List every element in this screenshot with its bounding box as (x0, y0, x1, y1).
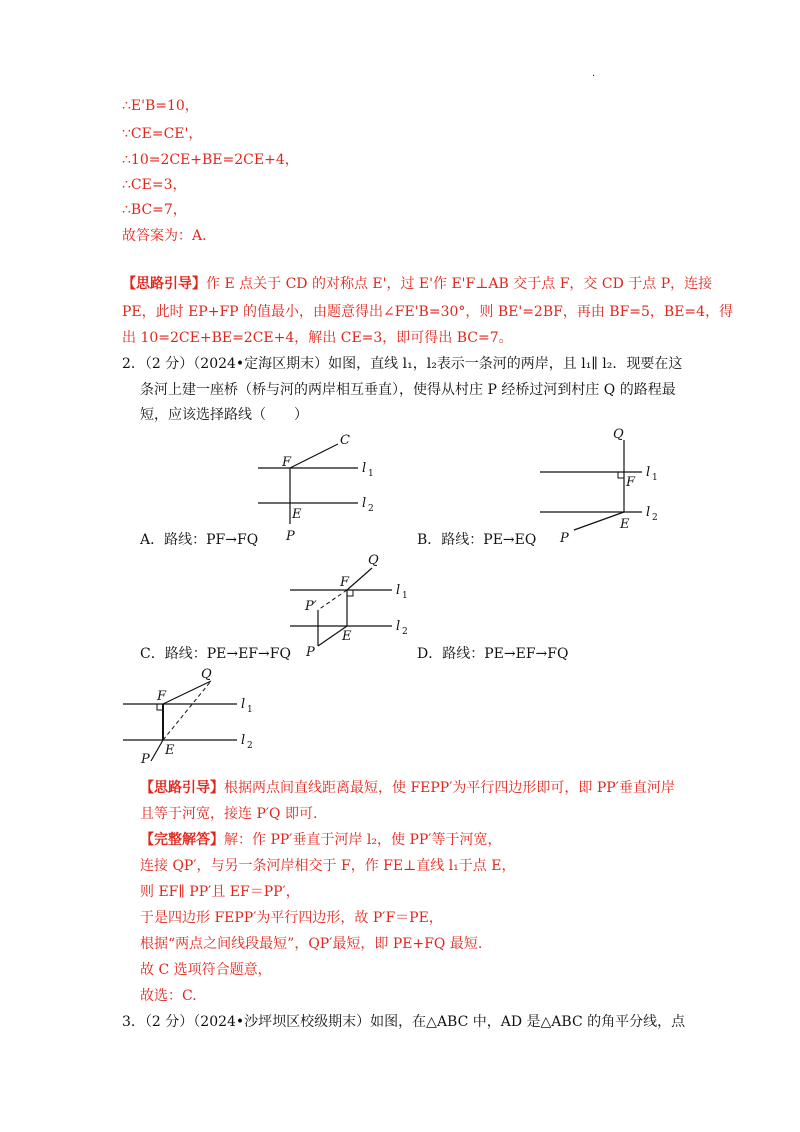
hint-1-text-1: 作 E 点关于 CD 的对称点 E'，过 E'作 E'F⊥AB 交于点 F，交 CD 于点 P，连接 (206, 276, 713, 292)
solution-line-6: 故 C 选项符合题意， (140, 962, 272, 978)
solution-line-2: 连接 QP′，与另一条河岸相交于 F，作 FE⊥直线 l₁于点 E， (140, 858, 516, 874)
fig-b-label-p: P (560, 531, 569, 546)
fig-c-label-l1: l (396, 583, 401, 598)
fig-d-label-q: Q (201, 667, 212, 682)
q2-source: （2024•定海区期末） (193, 356, 329, 372)
option-d[interactable]: D．路线：PE→EF→FQ (417, 646, 569, 662)
q3-line-1 (122, 1012, 685, 1032)
q2-text-1: 如图，直线 l₁，l₂表示一条河的两岸，且 l₁∥ l₂．现要在这 (328, 356, 683, 372)
solution-line-4: 于是四边形 FEPP′为平行四边形，故 P′F＝PE， (140, 910, 443, 926)
fig-d-pe-line (151, 740, 163, 761)
hint-1-tag: 【思路引导】 (122, 276, 206, 292)
fig-a-sub-1: 1 (368, 469, 374, 479)
fig-d-sub-2: 2 (247, 741, 253, 751)
q2-line-3: 短，应该选择路线（ ） (140, 407, 308, 423)
fig-c-right-angle-mark (347, 590, 353, 596)
fig-b-label-q: Q (613, 427, 624, 442)
fig-c-sub-2: 2 (402, 627, 408, 637)
hint-2-line-2: 且等于河宽，接连 P′Q 即可. (140, 806, 318, 822)
option-a[interactable]: A．路线：PF→FQ (140, 532, 259, 548)
fig-a-label-l1: l (362, 461, 367, 476)
fig-c-label-q: Q (368, 553, 379, 568)
q2-number: 2． (122, 356, 145, 372)
q3-score: （2 分） (144, 1014, 194, 1030)
page-mark: . (592, 68, 596, 79)
q3-source: （2024•沙坪坝区校级期末） (193, 1014, 371, 1030)
proof-line-1: ∴E'B=10， (122, 98, 199, 114)
hint-1-line-1 (122, 274, 712, 294)
proof-line-5: ∴BC=7， (122, 202, 187, 218)
fig-a-sub-2: 2 (368, 504, 374, 514)
fig-b-pe-line (574, 512, 624, 530)
figure-d (115, 665, 265, 770)
fig-c-label-l2: l (396, 619, 401, 634)
fig-c-dashed-line (318, 590, 347, 610)
fig-d-fq-line (163, 681, 211, 704)
fig-c-label-p-prime: P′ (305, 599, 317, 614)
option-b[interactable]: B．路线：PE→EQ (417, 532, 537, 548)
q3-number: 3． (122, 1014, 145, 1030)
fig-a-label-f: F (282, 455, 292, 470)
fig-b-right-angle-mark (618, 472, 624, 478)
fig-b-sub-2: 2 (652, 513, 658, 523)
solution-line-5: 根据“两点之间线段最短”，QP′最短，即 PE+FQ 最短. (140, 936, 483, 952)
solution-tag: 【完整解答】 (140, 832, 224, 848)
hint-2-text-1: 根据两点间直线距离最短，使 FEPP′为平行四边形即可，即 PP′垂直河岸 (224, 780, 675, 796)
fig-b-label-e: E (620, 517, 630, 532)
figure-c (280, 548, 420, 658)
solution-line-3: 则 EF∥ PP′且 EF＝PP′， (140, 884, 300, 900)
fig-a-fc-line (290, 444, 338, 468)
hint-1-line-2: PE，此时 EP+FP 的值最小，由题意得出∠FE'B=30°，则 BE'=2BF，再由 BF=5，BE=4，得 (122, 304, 734, 320)
fig-d-label-l1: l (241, 697, 246, 712)
fig-a-label-l2: l (362, 496, 367, 511)
fig-d-sub-1: 1 (247, 705, 253, 715)
answer-line: 故答案为：A． (122, 228, 217, 244)
fig-b-sub-1: 1 (652, 473, 658, 483)
fig-b-label-l1: l (646, 465, 651, 480)
fig-c-label-e: E (342, 629, 352, 644)
hint-2-line-1 (140, 778, 675, 798)
fig-c-label-f: F (340, 575, 350, 590)
solution-line-7: 故选：C. (140, 988, 197, 1004)
hint-2-tag: 【思路引导】 (140, 780, 224, 796)
fig-c-sub-1: 1 (402, 591, 408, 601)
q2-score: （2 分） (144, 356, 194, 372)
figure-b (530, 418, 680, 548)
proof-line-2: ∵CE=CE'， (122, 126, 203, 142)
fig-b-label-l2: l (646, 505, 651, 520)
fig-d-label-f: F (157, 689, 167, 704)
solution-line-1 (140, 830, 501, 850)
q3-text: 如图，在△ABC 中，AD 是△ABC 的角平分线，点 (370, 1014, 686, 1030)
fig-d-label-l2: l (241, 733, 246, 748)
q2-line-1 (122, 354, 682, 374)
fig-a-label-e: E (292, 507, 302, 522)
fig-c-fq-line (347, 568, 372, 590)
fig-b-label-f: F (626, 475, 636, 490)
proof-line-4: ∴CE=3， (122, 177, 187, 193)
fig-d-label-e: E (165, 743, 175, 758)
fig-a-label-p: P (286, 529, 295, 542)
fig-d-dashed-line (163, 681, 211, 740)
fig-c-label-p: P (306, 645, 315, 658)
solution-text-1: 解：作 PP′垂直于河岸 l₂，使 PP′等于河宽， (224, 832, 502, 848)
q2-line-2: 条河上建一座桥（桥与河的两岸相互垂直），使得从村庄 P 经桥过河到村庄 Q 的路程最 (140, 382, 676, 398)
proof-line-3: ∴10=2CE+BE=2CE+4， (122, 152, 299, 168)
figure-a (250, 430, 390, 542)
fig-a-label-c: C (340, 433, 350, 448)
fig-d-label-p: P (141, 752, 150, 767)
option-c[interactable]: C．路线：PE→EF→FQ (140, 646, 291, 662)
hint-1-line-3: 出 10=2CE+BE=2CE+4，解出 CE=3，即可得出 BC=7。 (122, 330, 513, 346)
